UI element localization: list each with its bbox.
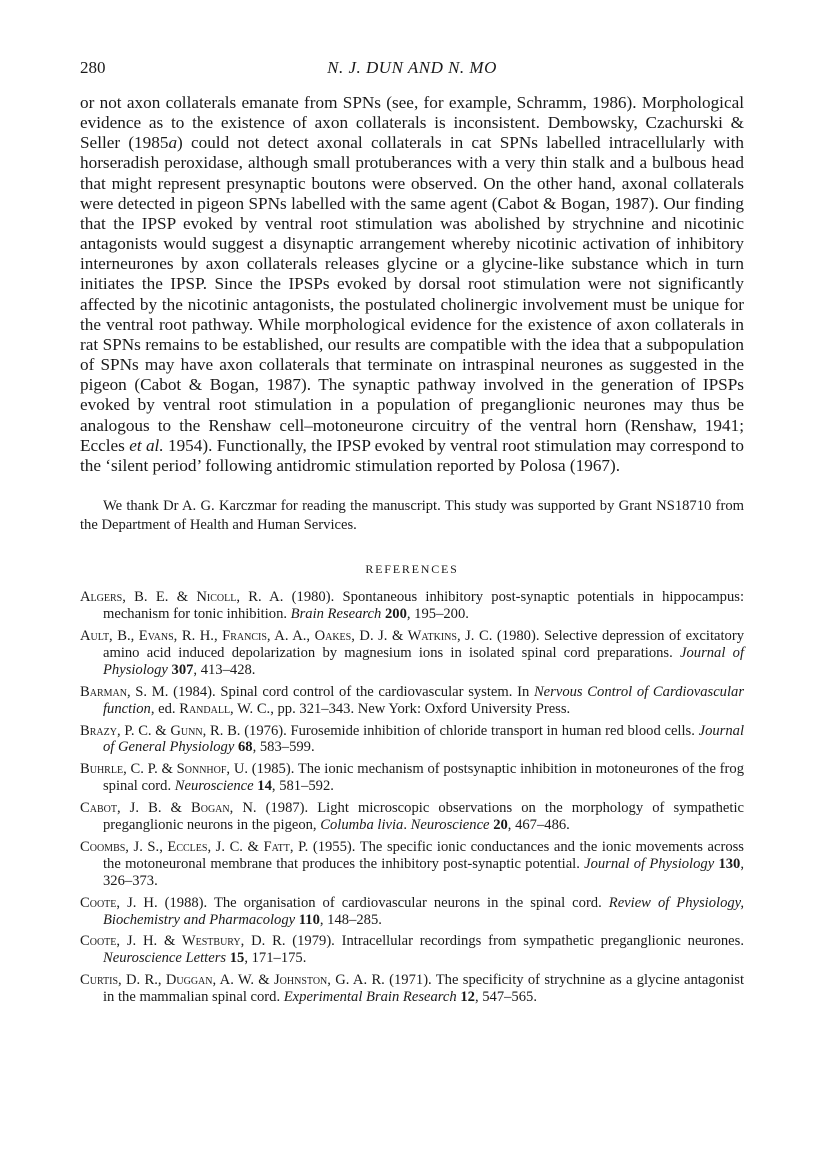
volume-number: 110	[298, 911, 320, 928]
italic-text: Neuroscience	[410, 817, 490, 834]
text-run: , 547–565.	[474, 989, 537, 1006]
running-head-authors: N. J. DUN AND N. MO	[327, 58, 497, 77]
volume-number: 12	[460, 989, 475, 1006]
volume-number: 15	[229, 950, 245, 967]
author-names: Cabot, J. B. & Bogan, N.	[80, 800, 257, 817]
text-run: , 413–428.	[193, 661, 256, 678]
text-run: .	[403, 817, 411, 834]
reference-entry	[80, 895, 744, 929]
volume-number: 307	[171, 661, 194, 678]
volume-number: 130	[718, 855, 741, 872]
text-run: , pp. 321–343. New York: Oxford University Press.	[270, 700, 571, 717]
reference-entry	[80, 972, 744, 1006]
text-run: (1971). The specificity of strychnine as a glycine antagonist in the mammalian spinal cord.	[103, 972, 744, 1006]
text-run: (1976). Furosemide inhibition of chloride transport in human red blood cells.	[240, 722, 699, 739]
reference-entry	[80, 723, 744, 757]
discussion-paragraph	[80, 93, 744, 476]
author-names: Ault, B., Evans, R. H., Francis, A. A., Oakes, D. J. & Watkins, J. C.	[80, 627, 493, 644]
italic-text: Neuroscience Letters	[103, 950, 227, 967]
author-names: Brazy, P. C. & Gunn, R. B.	[80, 722, 241, 739]
reference-entry	[80, 761, 744, 795]
italic-text: Brain Research	[290, 606, 382, 623]
text-run: ) could not detect axonal collaterals in cat SPNs labelled intracellularly with horseradish peroxidase, although small protuberances with a very thin stalk and a bulbous head that might represent presynaptic boutons were observed. On the other hand, axonal collaterals were detected in pigeon SPNs labelled with the same agent (Cabot & Bogan, 1987). Our finding that the IPSP evoked by ventral root stimulation was abolished by strychnine and nicotinic antagonists would suggest a disynaptic arrangement whereby nicotinic activation of inhibitory interneurones by axon collaterals releases glycine or a glycine-like substance which in turn initiates the IPSP. Since the IPSPs evoked by dorsal root stimulation were not significantly affected by the nicotinic antagonists, the postulated cholinergic involvement must be unique for the ventral root pathway. While morphological evidence for the existence of axon collaterals in rat SPNs remains to be established, our results are compatible with the idea that a subpopulation of SPNs may have axon collaterals that terminate on intraspinal neurones as suggested in the pigeon (Cabot & Bogan, 1987). The synaptic pathway involved in the generation of IPSPs evoked by ventral root stimulation in a population of preganglionic neurones may thus be analogous to the Renshaw cell–motoneurone circuitry of the ventral horn (Renshaw, 1941; Eccles	[80, 133, 744, 455]
italic-text: Journal of General Physiology	[103, 722, 744, 756]
author-names: Coote, J. H.	[80, 894, 158, 911]
reference-entry	[80, 589, 744, 623]
italic-text: Review of Physiology, Biochemistry and Pharmacology	[103, 894, 744, 928]
text-run: , ed.	[150, 700, 180, 717]
italic-text: Neuroscience	[174, 778, 254, 795]
italic-text: et al.	[129, 435, 164, 455]
reference-entry	[80, 684, 744, 718]
italic-text: Journal of Physiology	[103, 644, 745, 678]
volume-number: 68	[237, 739, 253, 756]
italic-text: a	[168, 133, 178, 153]
text-run: 1954). Functionally, the IPSP evoked by ventral root stimulation may correspond to the ‘silent period’ following antidromic stimulation reported by Polosa (1967).	[80, 435, 744, 475]
text-run: (1987). Light microscopic observations on the morphology of sympathetic preganglionic neurons in the pigeon,	[103, 800, 744, 834]
volume-number: 20	[493, 817, 508, 834]
text-run: , 195–200.	[406, 606, 469, 623]
acknowledgement-paragraph: We thank Dr A. G. Karczmar for reading the manuscript. This study was supported by Grant NS18710 from the Department of Health and Human Services.	[80, 497, 744, 533]
italic-text: Journal of Physiology	[584, 855, 715, 872]
reference-entry	[80, 839, 744, 890]
text-run: (1985). The ionic mechanism of postsynaptic inhibition in motoneurones of the frog spinal cord.	[103, 761, 744, 795]
text-run: , 467–486.	[507, 817, 570, 834]
volume-number: 14	[257, 778, 272, 795]
text-run: (1980). Selective depression of excitatory amino acid induced depolarization by magnesium ions in isolated spinal cord preparations.	[103, 627, 745, 661]
reference-entry	[80, 933, 744, 967]
text-run: or not axon collaterals emanate from SPNs (see, for example, Schramm, 1986). Morphological evidence as to the existence of axon collaterals is inconsistent. Dembowsky, Czachurski & Seller (1985	[80, 93, 744, 153]
italic-text: Columba livia	[320, 817, 404, 834]
author-names: Algers, B. E. & Nicoll, R. A.	[80, 589, 284, 606]
author-names: Curtis, D. R., Duggan, A. W. & Johnston, G. A. R.	[80, 972, 385, 989]
text-run: , 326–373.	[103, 855, 744, 889]
author-names: Buhrle, C. P. & Sonnhof, U.	[80, 761, 249, 778]
text-run: , 148–285.	[319, 911, 382, 928]
author-names: Barman, S. M.	[80, 683, 169, 700]
author-names: Coombs, J. S., Eccles, J. C. & Fatt, P.	[80, 838, 309, 855]
italic-text: Nervous Control of Cardiovascular function	[103, 683, 744, 717]
page-header	[80, 58, 744, 84]
text-run: (1955). The specific ionic conductances and the ionic movements across the motoneuronal membrane that produces the inhibitory post-synaptic potential.	[103, 838, 744, 872]
text-run: (1984). Spinal cord control of the cardiovascular system. In	[168, 683, 534, 700]
reference-entry	[80, 800, 744, 834]
author-names: Randall, W. C.	[179, 700, 271, 717]
text-run: , 171–175.	[244, 950, 307, 967]
author-names: Coote, J. H. & Westbury, D. R.	[80, 933, 286, 950]
italic-text: Experimental Brain Research	[283, 989, 457, 1006]
reference-list	[80, 589, 744, 1006]
text-run: (1988). The organisation of cardiovascular neurons in the spinal cord.	[157, 894, 609, 911]
volume-number: 200	[384, 606, 407, 623]
article-page	[80, 58, 744, 1011]
references-heading: REFERENCES	[365, 562, 459, 577]
text-run: , 581–592.	[271, 778, 334, 795]
text-run: , 583–599.	[252, 739, 315, 756]
page-number: 280	[80, 58, 106, 77]
text-run: (1980). Spontaneous inhibitory post-synaptic potentials in hippocampus: mechanism for tonic inhibition.	[103, 589, 744, 623]
text-run: (1979). Intracellular recordings from sympathetic preganglionic neurones.	[285, 933, 744, 950]
reference-entry	[80, 628, 744, 679]
